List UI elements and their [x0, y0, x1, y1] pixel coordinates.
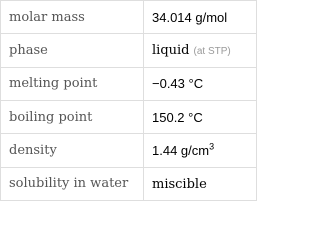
property-value: [144, 100, 257, 133]
property-value: [144, 34, 257, 67]
property-value-text: −0.43 °C: [152, 76, 204, 92]
property-value: [144, 167, 257, 200]
property-label: density: [1, 134, 144, 167]
table-row: [1, 167, 257, 200]
table-row: [1, 100, 257, 133]
property-superscript: 3: [209, 141, 215, 152]
property-note: (at STP): [193, 46, 231, 58]
property-value: [144, 134, 257, 167]
property-value-text: 34.014 g/mol: [152, 9, 228, 25]
property-value-text: liquid: [152, 43, 190, 59]
property-label: phase: [1, 34, 144, 67]
property-label: molar mass: [1, 1, 144, 34]
property-value: [144, 67, 257, 100]
property-value-text: miscible: [152, 176, 207, 192]
property-value-text: 1.44 g/cm: [152, 142, 210, 158]
property-label: melting point: [1, 67, 144, 100]
table-row: [1, 34, 257, 67]
table-row: [1, 134, 257, 167]
property-label: boiling point: [1, 100, 144, 133]
property-value: [144, 1, 257, 34]
table-row: [1, 1, 257, 34]
property-value-text: 150.2 °C: [152, 109, 203, 125]
property-label: solubility in water: [1, 167, 144, 200]
table-row: [1, 67, 257, 100]
